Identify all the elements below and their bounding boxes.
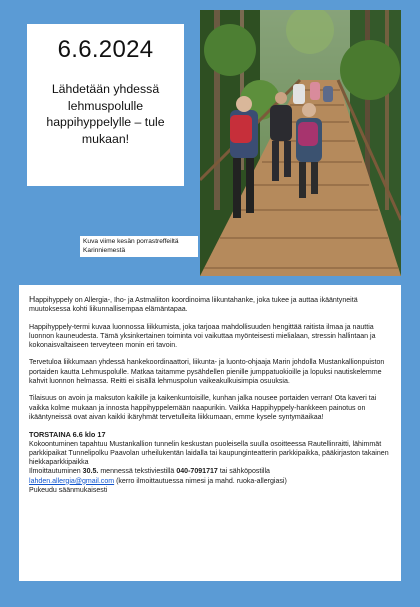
info-panel <box>19 285 401 581</box>
signup-deadline: 30.5. <box>82 468 99 476</box>
signup-phone: 040-7091717 <box>176 468 218 476</box>
event-date: 6.6.2024 <box>57 36 154 63</box>
title-card <box>27 24 184 186</box>
drop-cap: H <box>29 294 36 304</box>
intro-text: appihyppely on Allergia-, Iho- ja Astmaliiton koordinoima liikuntahanke, joka tukee ja auttaa ikääntyneitä muutoksessa kohti liikunnallisempaa elämäntapaa. <box>29 297 358 314</box>
signup-post: tai sähköpostilla <box>217 468 270 476</box>
event-heading: TORSTAINA 6.6 klo 17 <box>29 430 106 440</box>
tagline: Lähdetään yhdessä lehmuspolulle happihyppelylle – tule mukaan! <box>46 82 165 146</box>
email-line <box>29 477 391 486</box>
event-details <box>29 430 391 495</box>
welcome-paragraph: Tervetuloa liikkumaan yhdessä hankekoordinaattori, liikunta- ja luonto-ohjaaja Marin johdolla Mustankallionpuiston portaiden kautta Lehmuspolulle. Matkaa taitamme pysähdellen pienille jumppatuokioille ja lopuksi nautiskelemme kahvit luonnon helmassa. Reitti ei sisällä lehmuspolun vaikeakulkuisimpia osuuksia. <box>29 359 385 386</box>
dress-code: Pukeudu säänmukaisesti <box>29 487 108 495</box>
signup-mid: mennessä tekstiviestillä <box>98 468 177 476</box>
intro-paragraph <box>29 295 391 315</box>
description-paragraph: Happihyppely-termi kuvaa luonnossa liikkumista, joka tarjoaa mahdollisuuden hengittää raitista ilmaa ja nauttia luonnon kauneudesta. Tämä yksinkertainen toiminta voi vaikuttaa myönteisesti mielialaan, stressin hallintaan ja kokonaisvaltaiseen terveyteen monin eri tavoin. <box>29 323 376 350</box>
email-link[interactable]: lahden.allergia@gmail.com <box>29 477 115 485</box>
email-note: (kerro ilmoittautuessa nimesi ja mahd. ruoka-allergiasi) <box>114 477 287 485</box>
open-event-paragraph: Tilaisuus on avoin ja maksuton kaikille ja kaikenkuntoisille, kunhan jalka nousee portaiden verran! Ota kaveri tai vaikka kolme mukaan ja innosta happihyppelemään naapurikin. Vaikka Happihyppely-hankkeen painotus on ikääntyneissä ovat aivan kaikki ikäryhmät tervetulleita liikkumaan, emme kysele syntymäaikaa! <box>29 395 377 421</box>
stairs-illustration <box>200 10 401 276</box>
event-location: Kokoontuminen tapahtuu Mustankallion tunnelin keskustan puoleisella suulla osoitteessa Rautellinraitti, lähimmät parkkipaikat Tunnelipolku Paavolan urheilukentän laidalla tai kaupunginteatterin parkkipaikka, pääkirjaston takainen hiekkaparkkipaikka <box>29 440 389 467</box>
event-signup <box>29 467 391 476</box>
photo-caption: Kuva viime kesän porrastreffeiltä Karinniemestä <box>80 236 198 257</box>
stairs-photo <box>200 10 401 276</box>
signup-pre: Ilmoittautuminen <box>29 468 83 476</box>
